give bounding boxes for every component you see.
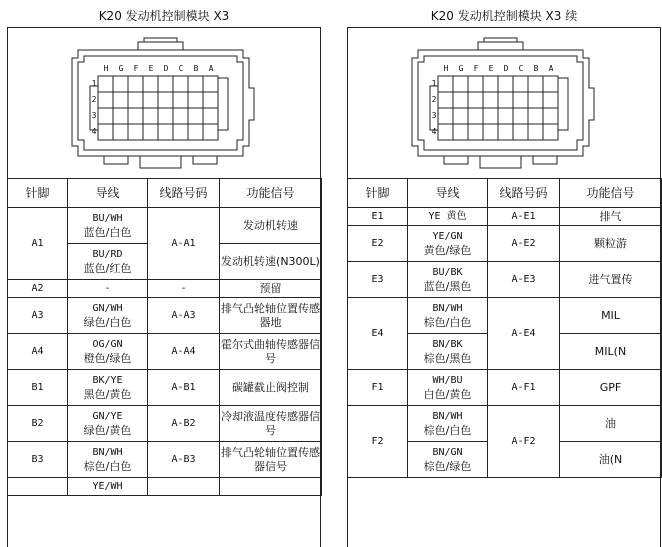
- header-wire: 导线: [68, 179, 148, 208]
- wire-code: WH/BU: [432, 374, 463, 386]
- wire-color: 棕色/白色: [423, 315, 472, 329]
- function-cell: 油: [560, 406, 662, 442]
- wire-color: 蓝色/红色: [83, 261, 132, 275]
- column-letter: B: [193, 64, 199, 73]
- circuit-cell: -: [148, 280, 220, 298]
- wire-cell: [68, 334, 148, 370]
- circuit-cell: A-F2: [488, 406, 560, 478]
- circuit-cell: A-B3: [148, 442, 220, 478]
- column-letter: D: [503, 64, 509, 73]
- wire-cell: [68, 442, 148, 478]
- function-cell: MIL(N: [560, 334, 662, 370]
- circuit-cell: A-B1: [148, 370, 220, 406]
- wire-color: 白色/黄色: [423, 387, 472, 401]
- wire-code: BN/WH: [432, 410, 463, 422]
- row-number: 4: [91, 127, 97, 136]
- function-cell: 油(N: [560, 442, 662, 478]
- column-letter: G: [458, 64, 464, 73]
- function-cell: 碳罐截止阀控制: [220, 370, 322, 406]
- wire-cell: [408, 370, 488, 406]
- header-function: 功能信号: [220, 179, 322, 208]
- header-circuit: 线路号码: [488, 179, 560, 208]
- function-cell: 颗粒游: [560, 226, 662, 262]
- row-number: 1: [91, 79, 97, 88]
- function-cell: 霍尔式曲轴传感器信号: [220, 334, 322, 370]
- wire-cell: [68, 298, 148, 334]
- circuit-cell: A-F1: [488, 370, 560, 406]
- function-cell: 预留: [220, 280, 322, 298]
- column-letter: A: [208, 64, 214, 73]
- wire-color: 棕色/白色: [83, 459, 132, 473]
- table-row: [8, 478, 322, 496]
- function-cell: 排气凸轮轴位置传感器信号: [220, 442, 322, 478]
- pin-table: [7, 178, 322, 496]
- function-cell: 发动机转速: [220, 208, 322, 244]
- column-letter: G: [118, 64, 124, 73]
- pin-cell: E4: [348, 298, 408, 370]
- wire-code: GN/YE: [92, 410, 123, 422]
- panel-title: K20 发动机控制模块 X3 续: [430, 9, 578, 23]
- table-header-row: [8, 179, 322, 208]
- wire-cell: [68, 478, 148, 496]
- header-wire: 导线: [408, 179, 488, 208]
- wire-color: 棕色/黑色: [423, 351, 472, 365]
- header-circuit: 线路号码: [148, 179, 220, 208]
- connector-drawing: [348, 28, 660, 178]
- function-cell: 进气置传: [560, 262, 662, 298]
- pin-cell: F2: [348, 406, 408, 478]
- wire-color: 蓝色/黑色: [423, 279, 472, 293]
- wire-color: 橙色/绿色: [83, 351, 132, 365]
- table-row: [8, 280, 322, 298]
- column-letter: H: [443, 64, 449, 73]
- column-letter: F: [473, 64, 479, 73]
- function-cell: MIL: [560, 298, 662, 334]
- wire-code: BU/RD: [92, 248, 123, 260]
- wire-color: 绿色/白色: [83, 315, 132, 329]
- connector-panel-left: [0, 0, 330, 492]
- table-row: [8, 208, 322, 244]
- wire-code: GN/WH: [92, 302, 123, 314]
- wire-color: 黑色/黄色: [83, 387, 132, 401]
- wire-color: 棕色/白色: [423, 423, 472, 437]
- table-row: [348, 208, 662, 226]
- function-cell: 排气凸轮轴位置传感器地: [220, 298, 322, 334]
- table-row: [8, 406, 322, 442]
- pin-cell: F1: [348, 370, 408, 406]
- wire-code: BN/WH: [92, 446, 123, 458]
- wire-code: OG/GN: [92, 338, 123, 350]
- table-row: [8, 334, 322, 370]
- pin-cell: B1: [8, 370, 68, 406]
- wire-color: 蓝色/白色: [83, 225, 132, 239]
- circuit-cell: A-A3: [148, 298, 220, 334]
- pin-cell: B3: [8, 442, 68, 478]
- circuit-cell: A-E2: [488, 226, 560, 262]
- wire-color: 棕色/绿色: [423, 459, 472, 473]
- wire-code: BK/YE: [92, 374, 123, 386]
- column-letter: A: [548, 64, 554, 73]
- connector-drawing: [8, 28, 320, 178]
- wire-code: BU/BK: [432, 266, 463, 278]
- wire-cell: [68, 280, 148, 298]
- wire-color: 黄色/绿色: [423, 243, 472, 257]
- pin-cell: E2: [348, 226, 408, 262]
- wire-code: BN/WH: [432, 302, 463, 314]
- wire-cell: [68, 208, 148, 244]
- panel-frame: [347, 27, 661, 547]
- circuit-cell: A-E3: [488, 262, 560, 298]
- column-letter: B: [533, 64, 539, 73]
- column-letter: F: [133, 64, 139, 73]
- row-number: 3: [431, 111, 437, 120]
- column-letter: H: [103, 64, 109, 73]
- wire-cell: [408, 226, 488, 262]
- wire-code: BN/GN: [432, 446, 463, 458]
- circuit-cell: A-A4: [148, 334, 220, 370]
- function-cell: GPF: [560, 370, 662, 406]
- table-row: [8, 298, 322, 334]
- table-row: [8, 442, 322, 478]
- wire-cell: [408, 208, 488, 226]
- pin-cell: [8, 478, 68, 496]
- pin-cell: A3: [8, 298, 68, 334]
- panel-title: K20 发动机控制模块 X3: [98, 9, 230, 23]
- column-letter: E: [488, 64, 494, 73]
- connector-panel-right: [340, 0, 635, 476]
- wire-color: 绿色/黄色: [83, 423, 132, 437]
- table-row: [8, 370, 322, 406]
- circuit-cell: A-E4: [488, 298, 560, 370]
- wire-cell: [68, 370, 148, 406]
- table-row: [348, 226, 662, 262]
- connector-diagram: [348, 28, 660, 178]
- row-number: 4: [431, 127, 437, 136]
- pin-cell: A4: [8, 334, 68, 370]
- row-number: 3: [91, 111, 97, 120]
- wire-cell: [68, 244, 148, 280]
- table-row: [348, 298, 662, 334]
- wire-cell: [408, 442, 488, 478]
- circuit-cell: [148, 478, 220, 496]
- function-cell: 排气: [560, 208, 662, 226]
- circuit-cell: A-E1: [488, 208, 560, 226]
- header-function: 功能信号: [560, 179, 662, 208]
- pin-table: [347, 178, 662, 478]
- wire-code: BN/BK: [432, 338, 463, 350]
- column-letter: E: [148, 64, 154, 73]
- pin-cell: A1: [8, 208, 68, 280]
- header-pin: 针脚: [348, 179, 408, 208]
- connector-diagram: [8, 28, 320, 178]
- row-number: 1: [431, 79, 437, 88]
- table-row: [348, 406, 662, 442]
- wire-cell: [408, 298, 488, 334]
- table-header-row: [348, 179, 662, 208]
- panel-frame: [7, 27, 321, 547]
- function-cell: 冷却液温度传感器信号: [220, 406, 322, 442]
- table-row: [348, 262, 662, 298]
- wire-code: BU/WH: [92, 212, 123, 224]
- function-cell: [220, 478, 322, 496]
- row-number: 2: [431, 95, 437, 104]
- function-cell: 发动机转速(N300L): [220, 244, 322, 280]
- pin-cell: E1: [348, 208, 408, 226]
- row-number: 2: [91, 95, 97, 104]
- wire-code: YE/GN: [432, 230, 463, 242]
- pin-cell: B2: [8, 406, 68, 442]
- wire-cell: [408, 334, 488, 370]
- wire-cell: [68, 406, 148, 442]
- circuit-cell: A-A1: [148, 208, 220, 280]
- wire-cell: [408, 262, 488, 298]
- wire-code: -: [104, 282, 111, 294]
- table-row: [348, 370, 662, 406]
- wire-code: YE/WH: [92, 480, 123, 492]
- wire-cell: [408, 406, 488, 442]
- header-pin: 针脚: [8, 179, 68, 208]
- column-letter: D: [163, 64, 169, 73]
- column-letter: C: [518, 64, 524, 73]
- circuit-cell: A-B2: [148, 406, 220, 442]
- pin-cell: A2: [8, 280, 68, 298]
- wire-code: YE 黄色: [428, 210, 467, 222]
- column-letter: C: [178, 64, 184, 73]
- pin-cell: E3: [348, 262, 408, 298]
